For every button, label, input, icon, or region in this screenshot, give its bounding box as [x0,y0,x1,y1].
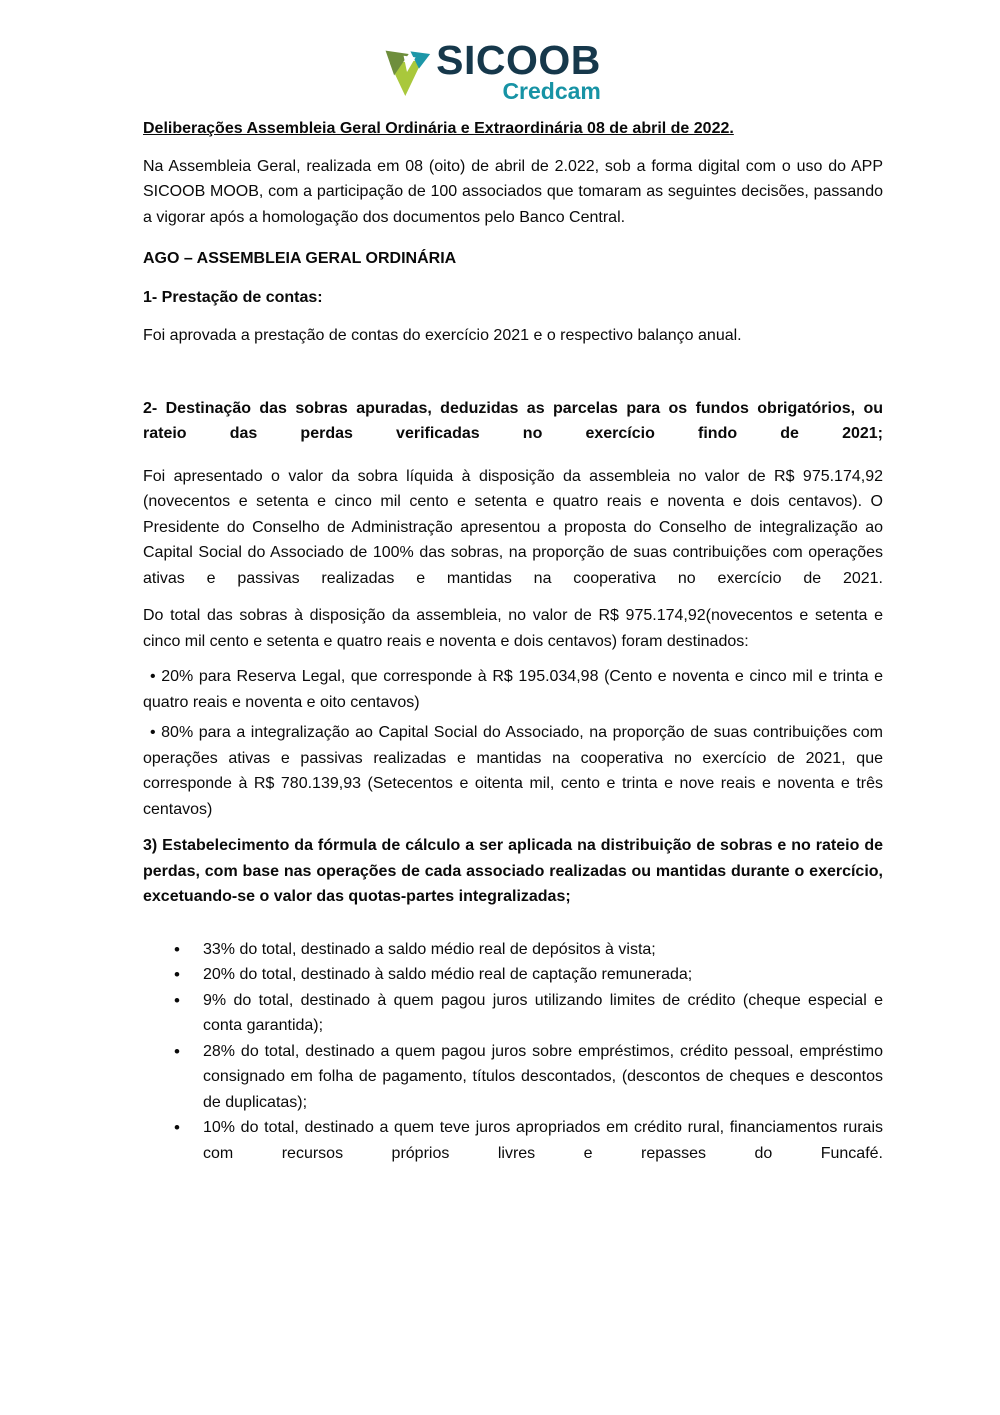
allocation-item-credito-rural: • 10% do total, destinado a quem teve juros apropriados em crédito rural, financiamentos rurais com recursos próprios livres e repasses do Funcafé. [143,1115,883,1166]
item1-body: Foi aprovada a prestação de contas do exercício 2021 e o respectivo balanço anual. [143,327,742,344]
allocation-list [143,937,883,1167]
document-title: Deliberações Assembleia Geral Ordinária e Extraordinária 08 de abril de 2022. [143,120,734,137]
allocation-item-depositos-vista: • 33% do total, destinado a saldo médio real de depósitos à vista; [143,937,883,963]
item2-bullet-capital-social: • 80% para a integralização ao Capital Social do Associado, na proporção de suas contribuições com operações ativas e passivas realizadas e mantidas na cooperativa no exercício de 2021, que corresponde à R$ 780.139,93 (Setecentos e oitenta mil, cento e trinta e nove reais e noventa e três centavos) [143,724,883,818]
allocation-item-captacao-remunerada: • 20% do total, destinado à saldo médio real de captação remunerada; [143,962,883,988]
ago-heading: AGO – ASSEMBLEIA GERAL ORDINÁRIA [143,250,457,267]
item2-body-sobras: Foi apresentado o valor da sobra líquida à disposição da assembleia no valor de R$ 975.174,92 (novecentos e setenta e cinco mil cento e setenta e quatro reais e noventa e dois centavos). O Presidente do Conselho de Administração apresentou a proposta do Conselho de integralização ao Capital Social do Associado de 100% das sobras, na proporção de suas contribuições com operações ativas e passivas realizadas e mantidas na cooperativa no exercício de 2021. [143,467,883,587]
sicoob-logo-text [436,37,601,104]
allocation-item-limites-credito: • 9% do total, destinado à quem pagou juros utilizando limites de crédito (cheque especial e conta garantida); [143,988,883,1039]
item2-bullet-reserva-legal: • 20% para Reserva Legal, que corresponde à R$ 195.034,98 (Cento e noventa e cinco mil e trinta e quatro reais e noventa e oito centavos) [143,668,883,711]
item2-heading: 2- Destinação das sobras apuradas, deduzidas as parcelas para os fundos obrigatórios, ou rateio das perdas verificadas no exercício findo de 2021; [143,399,883,442]
item1-heading: 1- Prestação de contas: [143,288,323,306]
item3-heading: 3) Estabelecimento da fórmula de cálculo a ser aplicada na distribuição de sobras e no rateio de perdas, com base nas operações de cada associado realizadas ou mantidas durante o exercício, excetuando-se o valor das quotas-partes integralizadas; [143,837,883,905]
sicoob-brand-text: SICOOB [436,37,601,83]
intro-paragraph: Na Assembleia Geral, realizada em 08 (oito) de abril de 2.022, sob a forma digital com o uso do APP SICOOB MOOB, com a participação de 100 associados que tomaram as seguintes decisões, passando a vigorar após a homologação dos documentos pelo Banco Central. [143,157,883,226]
credcam-subbrand-text: Credcam [502,78,601,104]
allocation-item-juros-emprestimos: • 28% do total, destinado a quem pagou juros sobre empréstimos, crédito pessoal, empréstimo consignado em folha de pagamento, títulos descontados, (descontos de cheques e descontos de duplicatas); [143,1039,883,1116]
sicoob-logo-icon [383,46,431,98]
sicoob-logo [383,37,601,104]
item2-body-destinacao: Do total das sobras à disposição da assembleia, no valor de R$ 975.174,92(novecentos e setenta e cinco mil cento e setenta e quatro reais e noventa e dois centavos) foram destinados: [143,607,883,650]
